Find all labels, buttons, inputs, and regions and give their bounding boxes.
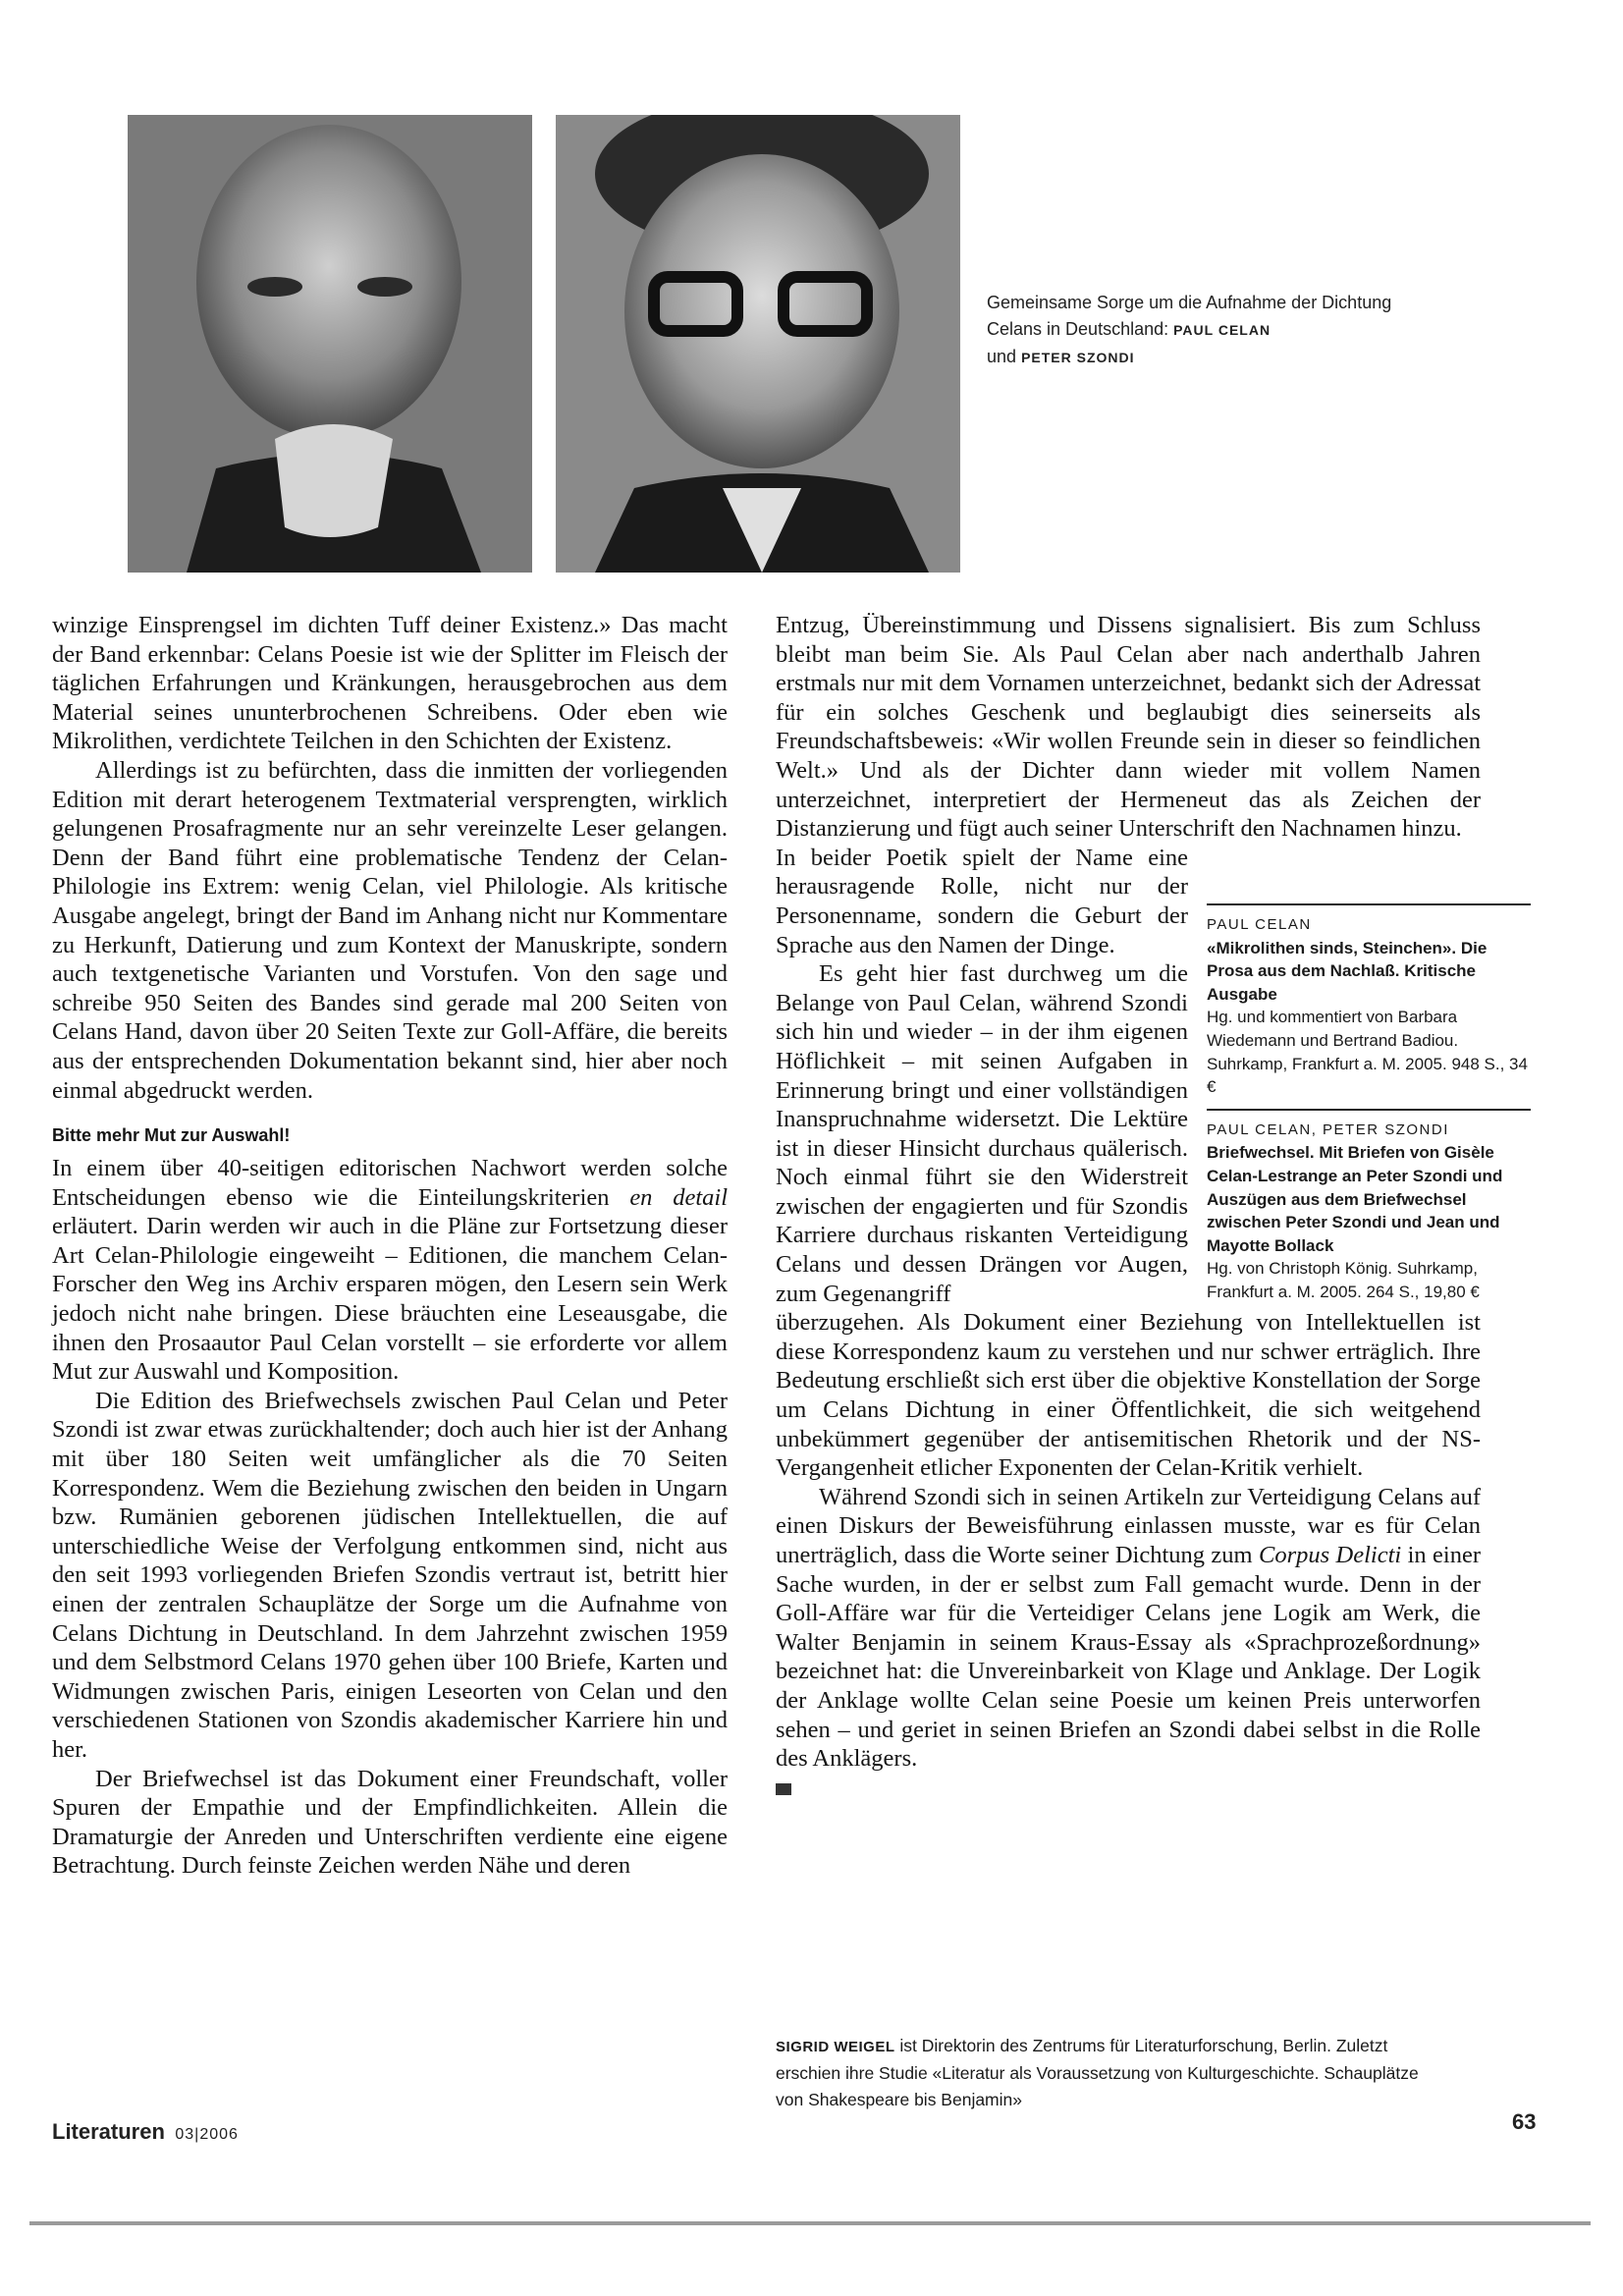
paragraph: Der Briefwechsel ist das Dokument einer Freundschaft, voller Spuren der Empathie und der Empfindlichkeiten. Allein die Dramaturgie der Anreden und Unterschriften verdiente eine eigene Betrachtung. Durch feinste Zeichen werden Nähe und deren	[52, 1765, 728, 1880]
emphasis: Corpus Delicti	[1258, 1542, 1402, 1568]
book-info-1	[1207, 903, 1531, 1099]
page-number: 63	[1512, 2109, 1537, 2134]
book-info-2	[1207, 1109, 1531, 1304]
book-info-sidebar	[1207, 903, 1531, 1314]
paragraph: winzige Einsprengsel im dichten Tuff deiner Existenz.» Das macht der Band erkennbar: Celans Poesie ist wie der Splitter im Fleisch der täglichen Erfahrungen und Kränkungen, herausgebrochen aus dem Material seines ununterbrochenen Schreibens. Oder eben wie Mikrolithen, verdichtete Teilchen in den Schichten der Existenz.	[52, 612, 728, 755]
caption-connector: und	[987, 347, 1017, 366]
scan-edge-line	[29, 2221, 1591, 2225]
paragraph: Entzug, Übereinstimmung und Dissens signalisiert. Bis zum Schluss bleibt man beim Sie. Als Paul Celan aber nach anderthalb Jahren erstmals nur mit dem Vornamen unterzeichnet, bedankt sich der Adressat für ein solches Geschenk und beglaubigt dies seinerseits als Freundschaftsbeweis: «Wir wollen Freunde sein in dieser so feindlichen Welt.» Und als der Dichter dann wieder mit vollem Namen unterzeichnet, interpretiert der Hermeneut das als Zeichen der Distanzierung und fügt auch seiner Unterschrift den Nachnamen hinzu.	[776, 612, 1481, 843]
caption-name-szondi: PETER SZONDI	[1021, 350, 1135, 365]
subheading: Bitte mehr Mut zur Auswahl!	[52, 1125, 291, 1146]
photo-paul-celan	[128, 115, 532, 573]
book-details: Hg. und kommentiert von Barbara Wiedemann und Bertrand Badiou. Suhrkamp, Frankfurt a. M. 2005. 948 S., 34 €	[1207, 1008, 1528, 1097]
issue-number: 03|2006	[175, 2126, 239, 2143]
paragraph-text: In einem über 40-seitigen editorischen Nachwort werden solche Entscheidungen ebenso wie die Einteilungskriterien	[52, 1155, 728, 1211]
paragraph-text: Während Szondi sich in seinen Artikeln zur Verteidigung Celans auf einen Diskurs der Beweisführung einlassen musste, war es für Celan unerträglich, dass die Worte seiner Dichtung zum	[776, 1483, 1481, 1568]
book-title: «Mikrolithen sinds, Steinchen». Die Prosa aus dem Nachlaß. Kritische Ausgabe	[1207, 938, 1488, 1004]
caption-text: Gemeinsame Sorge um die Aufnahme der Dichtung Celans in Deutschland:	[987, 293, 1392, 339]
paragraph	[776, 1483, 1481, 1774]
book-details: Hg. von Christoph König. Suhrkamp, Frankfurt a. M. 2005. 264 S., 19,80 €	[1207, 1259, 1480, 1301]
end-mark	[776, 1783, 791, 1795]
paragraph: Allerdings ist zu befürchten, dass die inmitten der vorliegenden Edition mit derart heterogenem Textmaterial versprengten, wirklich gelungenen Prosafragmente nur an sehr vereinzelte Leser gelangen. Denn der Band führt eine problematische Tendenz der Celan-Philologie ins Extrem: wenig Celan, viel Philologie. Als kritische Ausgabe angelegt, bringt der Band im Anhang nicht nur Kommentare zu Herkunft, Datierung und zum Kontext der Manuskripte, sondern auch textgenetische Varianten und Vorstufen. Von den sage und schreibe 950 Seiten des Bandes sind gerade mal 200 Seiten von Celans Hand, davon über 20 Seiten Texte zur Goll-Affäre, die bereits aus der entsprechenden Dokumentation bekannt sind, hier aber noch einmal abgedruckt werden.	[52, 756, 728, 1104]
book-author: PAUL CELAN, PETER SZONDI	[1207, 1121, 1449, 1138]
photo-peter-szondi	[556, 115, 960, 573]
article-column-left	[52, 611, 728, 1881]
emphasis: en detail	[629, 1183, 729, 1211]
bio-name: SIGRID WEIGEL	[776, 2039, 895, 2055]
magazine-name: Literaturen	[52, 2119, 165, 2144]
paragraph: Es geht hier fast durchweg um die Belange von Paul Celan, während Szondi sich hin und wieder – in der ihm eigenen Höflichkeit – mit seinen Aufgaben in Erinnerung bringt und einer vollständigen Inanspruchnahme widersetzt. Die Lektüre ist in dieser Hinsicht durchaus quälerisch. Noch einmal führt sie den Widerstreit zwischen der engagierten und für Szondis Karriere durchaus riskanten Verteidigung Celans und dessen Drängen vor Augen, zum Gegenangriff	[776, 960, 1188, 1307]
footer	[52, 2119, 239, 2145]
caption-name-celan: PAUL CELAN	[1173, 322, 1271, 338]
photo-caption	[987, 290, 1409, 371]
paragraph: überzugehen. Als Dokument einer Beziehung von Intellektuellen ist diese Korrespondenz kaum zu verstehen und nur schwer erträglich. Ihre Bedeutung erschließt sich erst über die objektive Konstellation der Sorge um Celans Dichtung in einer Öffentlichkeit, die sich weitgehend unbekümmert gegenüber der antisemitischen Rhetorik und der NS-Vergangenheit etlicher Exponenten der Celan-Kritik verhielt.	[776, 1309, 1481, 1482]
paragraph	[52, 1154, 728, 1387]
paragraph: Die Edition des Briefwechsels zwischen Paul Celan und Peter Szondi ist zwar etwas zurückhaltender; doch auch hier ist der Anhang mit über 180 Seiten weit umfänglicher als die 70 Seiten Korrespondenz. Wem die Beziehung zwischen den beiden in Ungarn bzw. Rumänien geborenen jüdischen Intellektuellen, die auf unterschiedliche Weise der Verfolgung entkommen sind, nicht aus den seit 1993 vorliegenden Briefen Szondis vertraut ist, betritt hier einen der zentralen Schauplätze der Sorge um die Aufnahme von Celans Dichtung in Deutschland. In dem Jahrzehnt zwischen 1959 und dem Selbstmord Celans 1970 gehen über 100 Briefe, Karten und Widmungen zwischen Paris, einigen Leseorten von Celan und den verschiedenen Stationen von Szondis akademischer Karriere hin und her.	[52, 1387, 728, 1763]
paragraph: In beider Poetik spielt der Name eine herausragende Rolle, nicht nur der Personenname, sondern die Geburt der Sprache aus den Namen der Dinge.	[776, 844, 1188, 958]
book-title: Briefwechsel. Mit Briefen von Gisèle Celan-Lestrange an Peter Szondi und Auszügen aus dem Briefwechsel zwischen Peter Szondi und Jean und Mayotte Bollack	[1207, 1143, 1503, 1255]
book-author: PAUL CELAN	[1207, 916, 1312, 933]
paragraph-text: erläutert. Darin werden wir auch in die Pläne zur Fortsetzung dieser Art Celan-Philologie eingeweiht – Editionen, die manchem Celan-Forscher den Weg ins Archiv ersparen mögen, den Lesern sein Werk jedoch nicht nahe bringen. Diese bräuchten eine Leseausgabe, die ihnen den Prosaautor Paul Celan vorstellt – sie erforderte vor allem Mut zur Auswahl und Komposition.	[52, 1213, 728, 1386]
bio-text: ist Direktorin des Zentrums für Literaturforschung, Berlin. Zuletzt erschien ihre Studie «Literatur als Voraussetzung von Kulturgeschichte. Schauplätze von Shakespeare bis Benjamin»	[776, 2036, 1419, 2109]
author-bio	[776, 2033, 1424, 2113]
paragraph-text: in einer Sache wurden, in der er selbst zum Fall gemacht wurde. Denn in der Goll-Affäre war für die Verteidiger Celans jene Logik am Werk, die Walter Benjamin in seinem Kraus-Essay als «Sprachprozeßordnung» bezeichnet hat: die Unvereinbarkeit von Klage und Anklage. Der Logik der Anklage wollte Celan seine Poesie um keinen Preis unterworfen sehen – und geriet in seinen Briefen an Szondi dabei selbst in die Rolle des Anklägers.	[776, 1542, 1481, 1773]
